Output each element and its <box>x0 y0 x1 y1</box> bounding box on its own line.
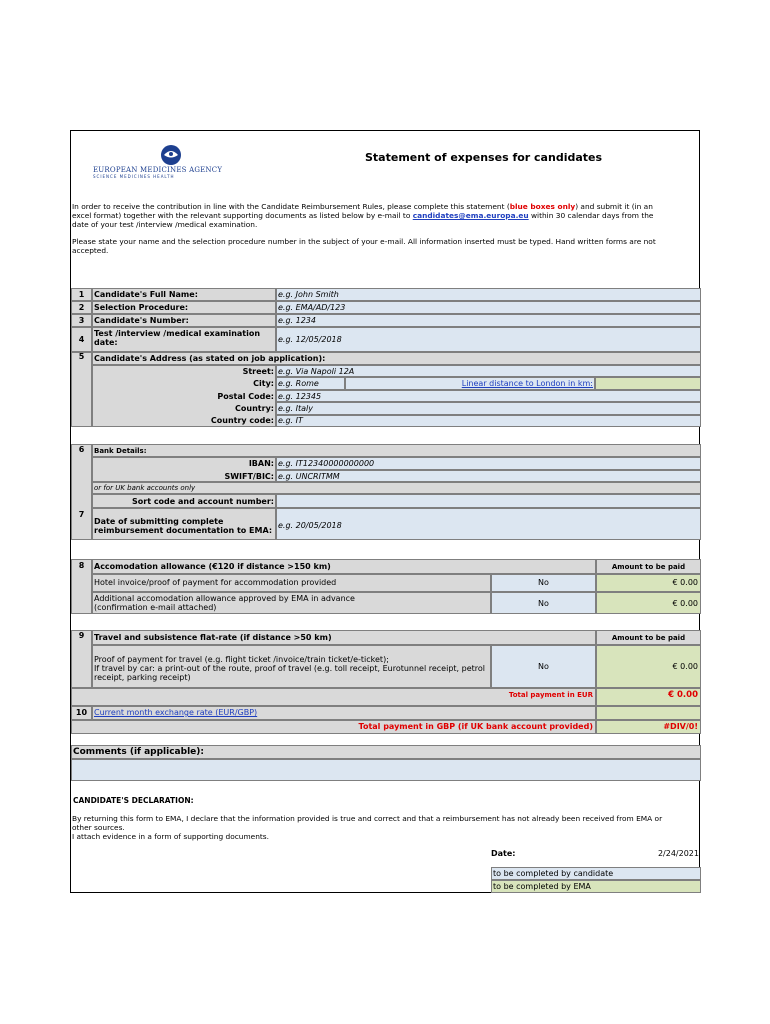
hotel-invoice-choice: No <box>538 578 549 587</box>
date-label: Date: <box>491 849 516 858</box>
swift-value: e.g. UNCRITMM <box>278 472 340 481</box>
row-number: 7 <box>78 510 85 519</box>
declaration-heading: CANDIDATE'S DECLARATION: <box>73 796 194 805</box>
selection-procedure-label: Selection Procedure: <box>94 303 189 312</box>
intro-line4: Please state your name and the selection procedure number in the subject of your e-mail. All information inserted must be typed. Hand written forms are not <box>72 237 656 246</box>
postal-code-value: e.g. 12345 <box>278 392 322 401</box>
submit-date-value: e.g. 20/05/2018 <box>278 521 342 530</box>
distance-label[interactable]: Linear distance to London in km: <box>461 379 593 388</box>
additional-accommodation-label-2: (confirmation e-mail attached) <box>94 603 217 612</box>
full-name-label: Candidate's Full Name: <box>94 290 198 299</box>
accommodation-label: Accomodation allowance (€120 if distance >150 km) <box>94 562 331 571</box>
country-code-label: Country code: <box>210 416 274 425</box>
travel-label: Travel and subsistence flat-rate (if distance >50 km) <box>94 633 332 642</box>
row-number: 9 <box>78 631 85 640</box>
declaration-line2: other sources. <box>72 823 125 832</box>
test-date-label-1: Test /interview /medical examination <box>94 329 261 338</box>
total-gbp-value: #DIV/0! <box>663 722 698 731</box>
row-number: 2 <box>78 303 85 312</box>
selection-procedure-value: e.g. EMA/AD/123 <box>278 303 346 312</box>
total-eur-label: Total payment in EUR <box>508 691 593 699</box>
row-number: 6 <box>78 445 85 454</box>
date-value: 2/24/2021 <box>657 849 699 858</box>
row-number: 5 <box>78 352 85 361</box>
expense-form <box>70 130 700 893</box>
accommodation-amount-header: Amount to be paid <box>611 563 686 571</box>
intro-line3: date of your test /interview /medical examination. <box>72 220 258 229</box>
country-code-value: e.g. IT <box>278 416 303 425</box>
row-number: 8 <box>78 561 85 570</box>
declaration-line1: By returning this form to EMA, I declare that the information provided is true and correct and that a reimbursement has not already been received from EMA or <box>72 814 663 823</box>
total-gbp-label: Total payment in GBP (if UK bank account provided) <box>358 722 593 731</box>
full-name-field[interactable] <box>276 288 701 301</box>
row-number: 4 <box>78 335 85 344</box>
intro-line5: accepted. <box>72 246 109 255</box>
legend-candidate: to be completed by candidate <box>493 869 614 878</box>
exchange-rate-field[interactable] <box>596 706 701 720</box>
candidate-number-value: e.g. 1234 <box>278 316 316 325</box>
email-link[interactable]: candidates@ema.europa.eu <box>412 211 529 220</box>
country-code-field[interactable] <box>276 415 701 427</box>
intro-line2: excel format) together with the relevant supporting documents as listed below by e-mail to candidates@ema.europa.eu within 30 calendar days from the <box>72 211 654 220</box>
uk-note: or for UK bank accounts only <box>94 484 196 492</box>
country-value: e.g. Italy <box>278 404 313 413</box>
submit-date-label-1: Date of submitting complete <box>94 517 224 526</box>
row-number: 1 <box>78 290 85 299</box>
address-label: Candidate's Address (as stated on job application): <box>94 354 326 363</box>
candidate-number-field[interactable] <box>276 314 701 327</box>
test-date-label-2: date: <box>94 338 118 347</box>
travel-amount: € 0.00 <box>672 662 698 671</box>
ema-logo <box>91 141 221 186</box>
row-number: 10 <box>75 708 88 717</box>
travel-proof-choice: No <box>538 662 549 671</box>
comments-label: Comments (if applicable): <box>73 747 204 757</box>
additional-accommodation-choice: No <box>538 599 549 608</box>
row-number: 3 <box>78 316 85 325</box>
distance-field[interactable] <box>595 377 701 390</box>
swift-label: SWIFT/BIC: <box>224 472 274 481</box>
declaration-line3: I attach evidence in a form of supporting documents. <box>72 832 269 841</box>
city-value: e.g. Rome <box>278 379 319 388</box>
total-eur-value: € 0.00 <box>668 690 698 700</box>
street-value: e.g. Via Napoli 12A <box>278 367 355 376</box>
submit-date-label-2: reimbursement documentation to EMA: <box>94 526 273 535</box>
postal-code-label: Postal Code: <box>217 392 274 401</box>
travel-proof-line1: Proof of payment for travel (e.g. flight ticket /invoice/train ticket/e-ticket); <box>94 655 389 664</box>
exchange-rate-link[interactable]: Current month exchange rate (EUR/GBP) <box>94 708 258 717</box>
page-title: Statement of expenses for candidates <box>365 151 603 164</box>
country-field[interactable] <box>276 402 701 415</box>
travel-proof-line3: receipt, parking receipt) <box>94 673 191 682</box>
postal-code-field[interactable] <box>276 390 701 402</box>
city-label: City: <box>253 379 274 388</box>
hotel-invoice-amount: € 0.00 <box>672 578 698 587</box>
logo-line1: EUROPEAN MEDICINES AGENCY <box>93 166 223 174</box>
hotel-invoice-label: Hotel invoice/proof of payment for accommodation provided <box>94 578 337 587</box>
iban-label: IBAN: <box>248 459 274 468</box>
legend-ema: to be completed by EMA <box>493 882 591 891</box>
bank-details-label: Bank Details: <box>94 447 147 455</box>
travel-proof-line2: If travel by car: a print-out of the route, proof of travel (e.g. toll receipt, Eurotunnel receipt, petrol <box>94 664 485 673</box>
full-name-value: e.g. John Smith <box>278 290 339 299</box>
street-label: Street: <box>242 367 274 376</box>
travel-amount-header: Amount to be paid <box>611 634 686 642</box>
additional-accommodation-amount: € 0.00 <box>672 599 698 608</box>
country-label: Country: <box>235 404 274 413</box>
logo-line2: SCIENCE MEDICINES HEALTH <box>93 174 175 179</box>
iban-value: e.g. IT12340000000000 <box>278 459 375 468</box>
comments-field[interactable] <box>71 759 701 781</box>
sort-code-field[interactable] <box>276 494 701 508</box>
sort-code-label: Sort code and account number: <box>132 497 274 506</box>
candidate-number-label: Candidate's Number: <box>94 316 189 325</box>
test-date-value: e.g. 12/05/2018 <box>278 335 342 344</box>
additional-accommodation-label-1: Additional accomodation allowance approved by EMA in advance <box>94 594 355 603</box>
intro-line1: In order to receive the contribution in line with the Candidate Reimbursement Rules, please complete this statement (blue boxes only) and submit it (in an <box>72 202 653 211</box>
